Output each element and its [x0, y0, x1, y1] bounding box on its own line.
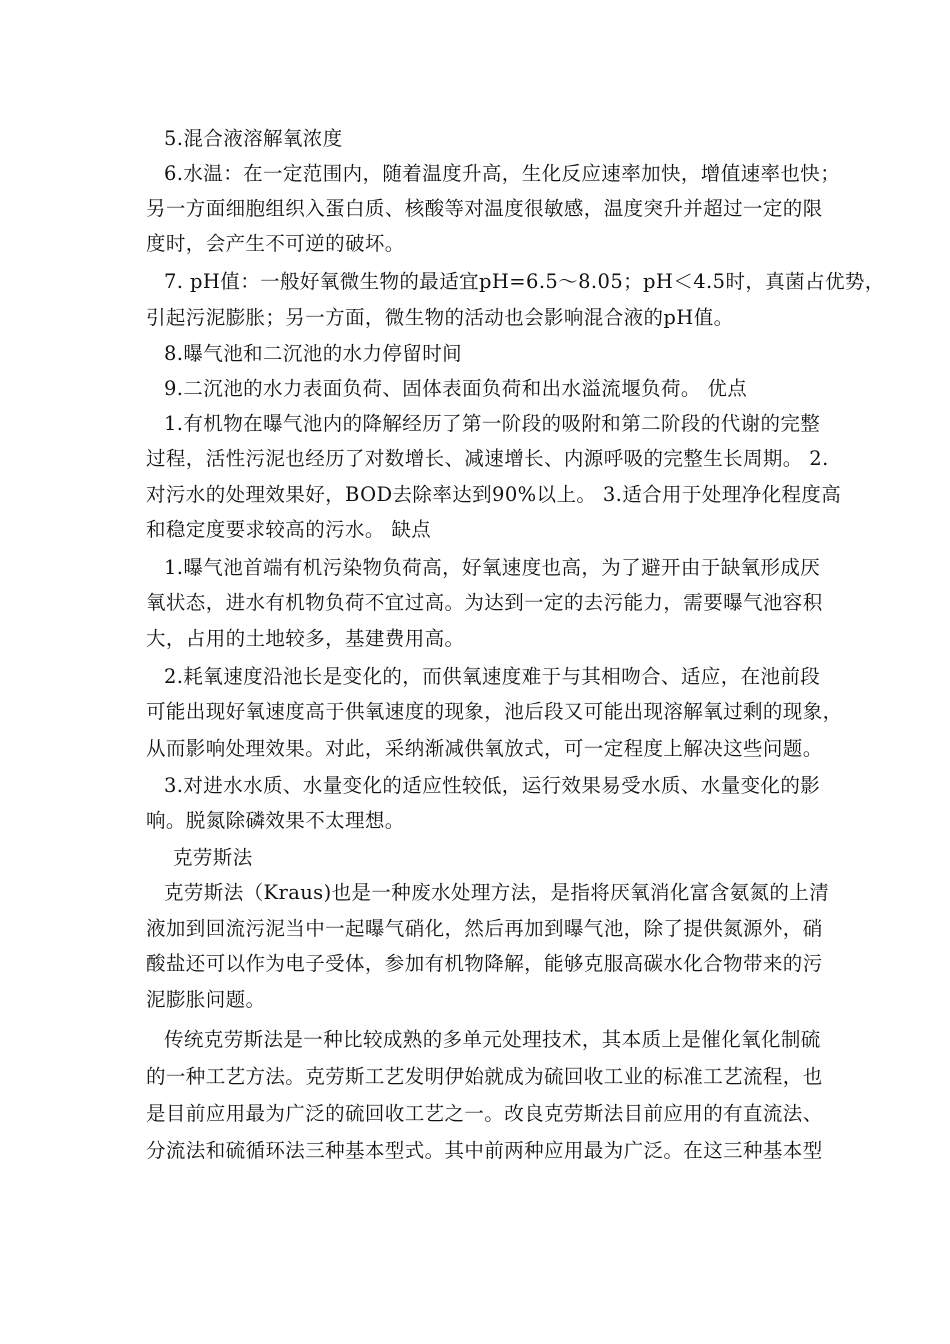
- text-line: 从而影响处理效果。对此，采纳渐减供氧放式，可一定程度上解决这些问题。: [146, 737, 823, 760]
- text-line: 液加到回流污泥当中一起曝气硝化，然后再加到曝气池，除了提供氮源外，硝: [146, 917, 823, 940]
- text-line: 的一种工艺方法。克劳斯工艺发明伊始就成为硫回收工业的标准工艺流程，也: [146, 1065, 823, 1088]
- text-line: 对污水的处理效果好，BOD去除率达到90%以上。 3.适合用于处理净化程度高: [146, 483, 842, 506]
- text-line: 过程，活性污泥也经历了对数增长、减速增长、内源呼吸的完整生长周期。 2.: [146, 447, 829, 470]
- text-line: 大，占用的土地较多，基建费用高。: [146, 627, 465, 650]
- text-line: 度时，会产生不可逆的破坏。: [146, 232, 405, 255]
- text-line: 克劳斯法（Kraus)也是一种废水处理方法，是指将厌氧消化富含氨氮的上清: [164, 881, 830, 904]
- text-line: 1.曝气池首端有机污染物负荷高，好氧速度也高，为了避开由于缺氧形成厌: [164, 556, 821, 579]
- text-line: 6.水温：在一定范围内，随着温度升高，生化反应速率加快，增值速率也快；: [164, 162, 841, 185]
- text-line: 3.对进水水质、水量变化的适应性较低，运行效果易受水质、水量变化的影: [164, 774, 821, 797]
- text-line: 另一方面细胞组织入蛋白质、核酸等对温度很敏感，温度突升并超过一定的限: [146, 197, 823, 220]
- text-line: 传统克劳斯法是一种比较成熟的多单元处理技术，其本质上是催化氧化制硫: [164, 1028, 821, 1051]
- text-line: 9.二沉池的水力表面负荷、固体表面负荷和出水溢流堰负荷。 优点: [164, 377, 748, 400]
- text-line: 2.耗氧速度沿池长是变化的，而供氧速度难于与其相吻合、适应，在池前段: [164, 665, 821, 688]
- text-line: 5.混合液溶解氧浓度: [164, 127, 343, 150]
- text-line: 酸盐还可以作为电子受体，参加有机物降解，能够克服高碳水化合物带来的污: [146, 952, 823, 975]
- text-line: 泥膨胀问题。: [146, 988, 266, 1011]
- text-line: 8.曝气池和二沉池的水力停留时间: [164, 342, 463, 365]
- text-line: 引起污泥膨胀；另一方面，微生物的活动也会影响混合液的pH值。: [146, 306, 734, 329]
- section-heading: 克劳斯法: [173, 846, 253, 869]
- text-line: 和稳定度要求较高的污水。 缺点: [146, 518, 432, 541]
- text-line: 是目前应用最为广泛的硫回收工艺之一。改良克劳斯法目前应用的有直流法、: [146, 1102, 823, 1125]
- text-line: 7. pH值：一般好氧微生物的最适宜pH=6.5～8.05；pH＜4.5时，真菌占优势，: [164, 270, 885, 293]
- text-line: 响。脱氮除磷效果不太理想。: [146, 809, 405, 832]
- text-line: 分流法和硫循环法三种基本型式。其中前两种应用最为广泛。在这三种基本型: [146, 1139, 823, 1162]
- text-line: 氧状态，进水有机物负荷不宜过高。为达到一定的去污能力，需要曝气池容积: [146, 591, 823, 614]
- text-line: 1.有机物在曝气池内的降解经历了第一阶段的吸附和第二阶段的代谢的完整: [164, 412, 821, 435]
- text-line: 可能出现好氧速度高于供氧速度的现象，池后段又可能出现溶解氧过剩的现象，: [146, 700, 843, 723]
